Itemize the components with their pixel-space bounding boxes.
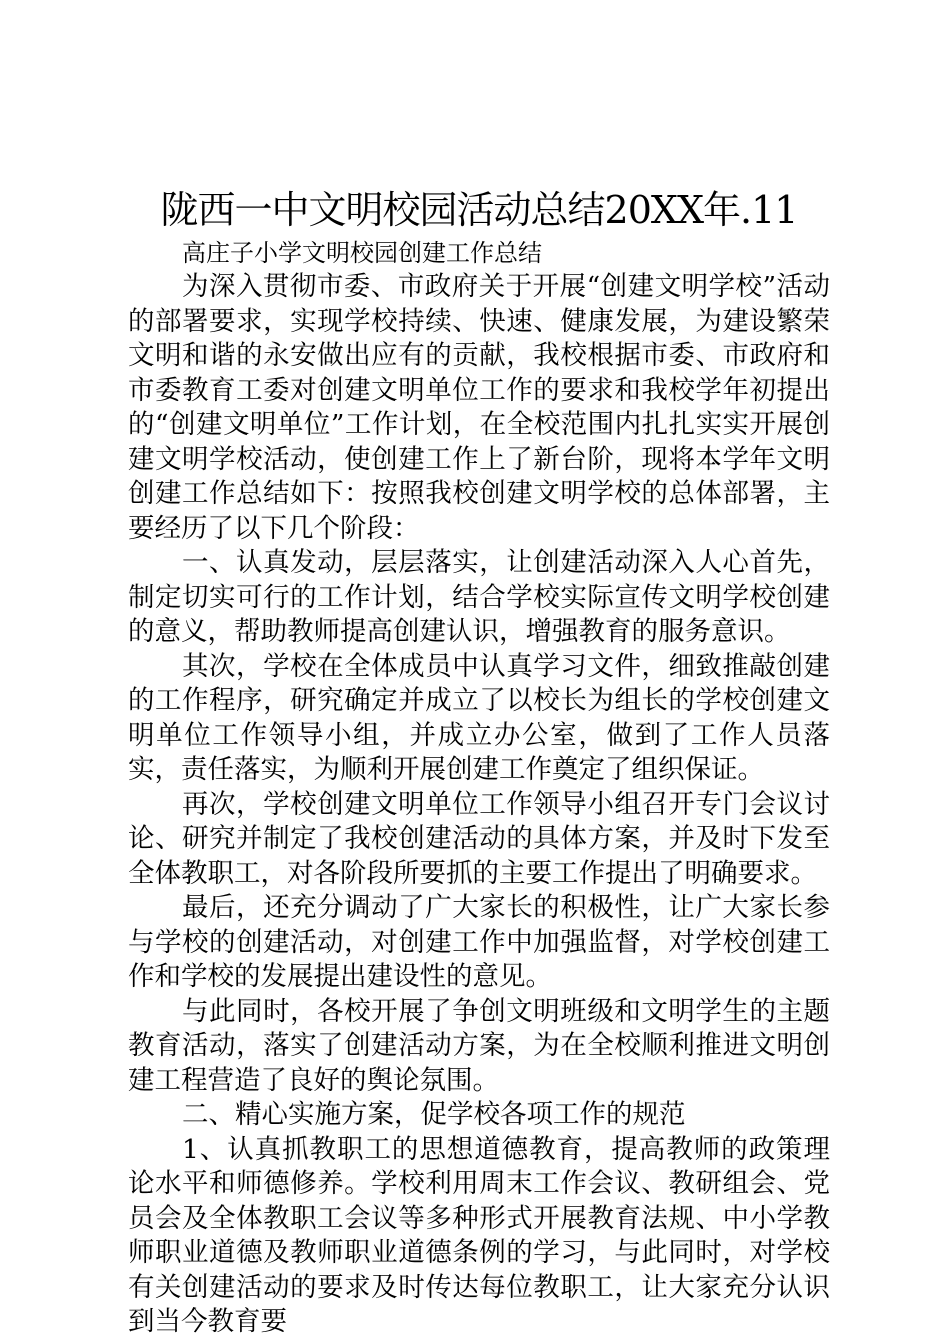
paragraph-item-1: 1、认真抓教职工的思想道德教育，提高教师的政策理论水平和师德修养。学校利用周末工作会议、教研组会、党员会及全体教职工会议等多种形式开展教育法规、中小学教师职业道德及教师职业道德条例的学习，与此同时，对学校有关创建活动的要求及时传达每位教职工，让大家充分认识到当今教育要 [128,1133,830,1337]
paragraph-finally: 最后，还充分调动了广大家长的积极性，让广大家长参与学校的创建活动，对创建工作中加强监督，对学校创建工作和学校的发展提出建设性的意见。 [128,892,830,992]
paragraph-meanwhile: 与此同时，各校开展了争创文明班级和文明学生的主题教育活动，落实了创建活动方案，为在全校顺利推进文明创建工程营造了良好的舆论氛围。 [128,995,830,1096]
paragraph-intro: 为深入贯彻市委、市政府关于开展“创建文明学校”活动的部署要求，实现学校持续、快速、健康发展，为建设繁荣文明和谐的永安做出应有的贡献，我校根据市委、市政府和市委教育工委对创建文明单位工作的要求和我校学年初提出的“创建文明单位”工作计划，在全校范围内扎扎实实开展创建文明学校活动，使创建工作上了新台阶，现将本学年文明创建工作总结如下：按照我校创建文明学校的总体部署，主要经历了以下几个阶段： [128,271,830,544]
document-subtitle: 高庄子小学文明校园创建工作总结 [182,239,542,267]
paragraph-third: 再次，学校创建文明单位工作领导小组召开专门会议讨论、研究并制定了我校创建活动的具体方案，并及时下发至全体教职工，对各阶段所要抓的主要工作提出了明确要求。 [128,788,830,889]
paragraph-section-1: 一、认真发动，层层落实，让创建活动深入人心首先，制定切实可行的工作计划，结合学校实际宣传文明学校创建的意义，帮助教师提高创建认识，增强教育的服务意识。 [128,547,830,647]
paragraph-second: 其次，学校在全体成员中认真学习文件，细致推敲创建的工作程序，研究确定并成立了以校长为组长的学校创建文明单位工作领导小组，并成立办公室，做到了工作人员落实，责任落实，为顺利开展创建工作奠定了组织保证。 [128,650,830,785]
paragraph-section-2-heading: 二、精心实施方案，促学校各项工作的规范 [182,1099,686,1130]
document-page [128,186,830,1340]
document-title: 陇西一中文明校园活动总结20XX年.11 [160,188,798,232]
